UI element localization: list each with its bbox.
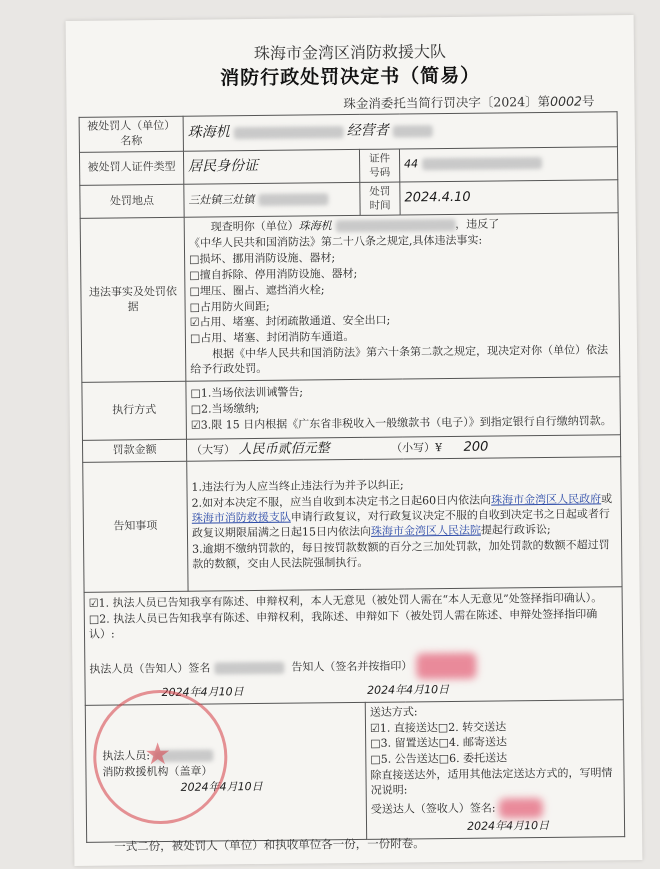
confirmation-section [84,587,623,705]
exec-item: □2.当场缴纳; [190,401,260,416]
delivery-section [365,699,624,839]
signature-line: 执法人员（告知人）签名 告知人（签名并按指印） [89,651,618,683]
check-item: □损坏、挪用消防设施、器材; [189,251,336,266]
time-label: 处罚时间 [360,182,400,216]
violation-content [184,213,620,381]
check-item: □占用防火间距; [189,299,270,314]
redacted-block [233,126,343,139]
notice-content [187,457,622,592]
issuing-organization: 珠海市金湾区消防救援大队 [253,42,447,64]
redacted-block [258,193,328,206]
place-value: 三灶镇三灶镇 [184,182,360,217]
signature-dates: 2024年4月10日 2024年4月10日 [161,682,450,699]
time-value: 2024.4.10 [400,180,618,216]
document-number [343,91,594,112]
redacted-block [422,157,542,170]
agency-date: 2024年4月10日 [180,780,263,794]
redacted-block [214,662,284,675]
exec-item: □1.当场依法训诫警告; [190,385,304,400]
delivery-method: □3. 留置送达□4. 邮寄送达 [370,735,508,751]
exec-content [186,377,621,440]
redacted-block [392,126,432,138]
check-item: □埋压、圈占、遮挡消火栓; [189,283,325,298]
receiver-line: 受送达人（签收人）签名: [371,797,620,820]
agency-seal-line: 消防救援机构（盖章） [102,764,213,779]
delivery-note: 除直接送达外，适用其他法定送达方式的，写明情况说明: [370,766,613,797]
legal-basis: 根据《中华人民共和国消防法》第六十条第二款之规定，现决定对你（单位）依法给予行政处罚。 [190,343,609,376]
confirm-item: ☑1. 执法人员已告知我享有陈述、申辩权利，本人无意见（被处罚人需在“本人无意见”处签择指印确认）。 [88,591,603,611]
id-type-label: 被处罚人证件类型 [79,151,183,185]
notice-item: 2.如对本决定不服，应当自收到本决定书之日起60日内依法向珠海市金湾区人民政府或珠海市消防救援支队申请行政复议，对行政复议决定不服的自收到决定书之日起或者行政复议期限届满之日起15日内依法向珠海市金湾区人民法院提起行政诉讼; [191,492,613,540]
fine-label: 罚款金额 [82,439,186,463]
fine-content: （大写） 人民币贰佰元整 （小写）¥ 200 [186,435,620,462]
officer2: 执法人员: [90,747,361,765]
id-no-value: 44 [399,146,617,182]
exec-item: ☑3.限 15 日内根据《广东省非税收入一般缴款书（电子）》到指定银行自行缴纳罚款。 [190,414,612,432]
fingerprint-mark [416,653,476,680]
delivery-method: ☑1. 直接送达□2. 转交送达 [369,719,507,735]
redacted-block [335,219,455,232]
place-label: 处罚地点 [80,184,184,218]
exec-label: 执行方式 [82,381,187,440]
delivery-title: 送达方式: [369,705,418,719]
fine-lower-value: 200 [463,439,489,455]
id-no-label: 证件号码 [359,149,399,183]
notice-item: 1.违法行为人应当终止违法行为并予以纠正; [191,478,404,495]
doc-no-prefix: 珠金消委托当简行罚决字〔2024〕第 [343,93,551,112]
check-item: □擅自拆除、停用消防设施、器材; [189,266,358,282]
check-item: □占用、堵塞、封闭消防车通道。 [189,330,355,345]
id-type-value: 居民身份证 [183,149,359,184]
fine-upper-value: 人民币贰佰元整 [238,441,330,458]
document-paper [66,15,643,866]
official-seal [93,689,228,824]
violation-law: 《中华人民共和国消防法》第二十八条之规定,具体违法事实: [188,233,483,250]
receiver-date: 2024年4月10日 [466,818,550,833]
confirm-item: □2. 执法人员已告知我享有陈述、申辩权利，我陈述、申辩如下（被处罚人需在陈述、申辩处签择指印确认）: [88,607,598,641]
doc-no-suffix: 号 [581,93,595,109]
delivery-method: □5. 公告送达□6. 委托送达 [370,751,508,767]
fingerprint-mark [499,798,543,818]
notice-item: 3.逾期不缴纳罚款的，每日按罚款数额的百分之三加处罚款，加处罚款的数额不超过罚款的数额，交由人民法院强制执行。 [192,538,610,571]
document-title: 消防行政处罚决定书（简易） [220,64,481,90]
footer-note: 一式二份，被处罚人（单位）和执收单位各一份，一份附卷。 [114,836,425,854]
violation-intro-line: 现查明你（单位）珠海机 ，违反了 [210,217,500,234]
check-item: ☑占用、堵塞、封闭疏散通道、安全出口; [189,314,391,330]
party-value: 珠海机 经营者 [183,112,617,151]
seal-star-icon: ★ [144,736,172,773]
violation-label: 违法事实及处罚依据 [80,218,186,383]
doc-no-number: 0002 [550,93,583,109]
party-label: 被处罚人（单位）名称 [79,116,183,152]
notice-label: 告知事项 [83,462,188,593]
